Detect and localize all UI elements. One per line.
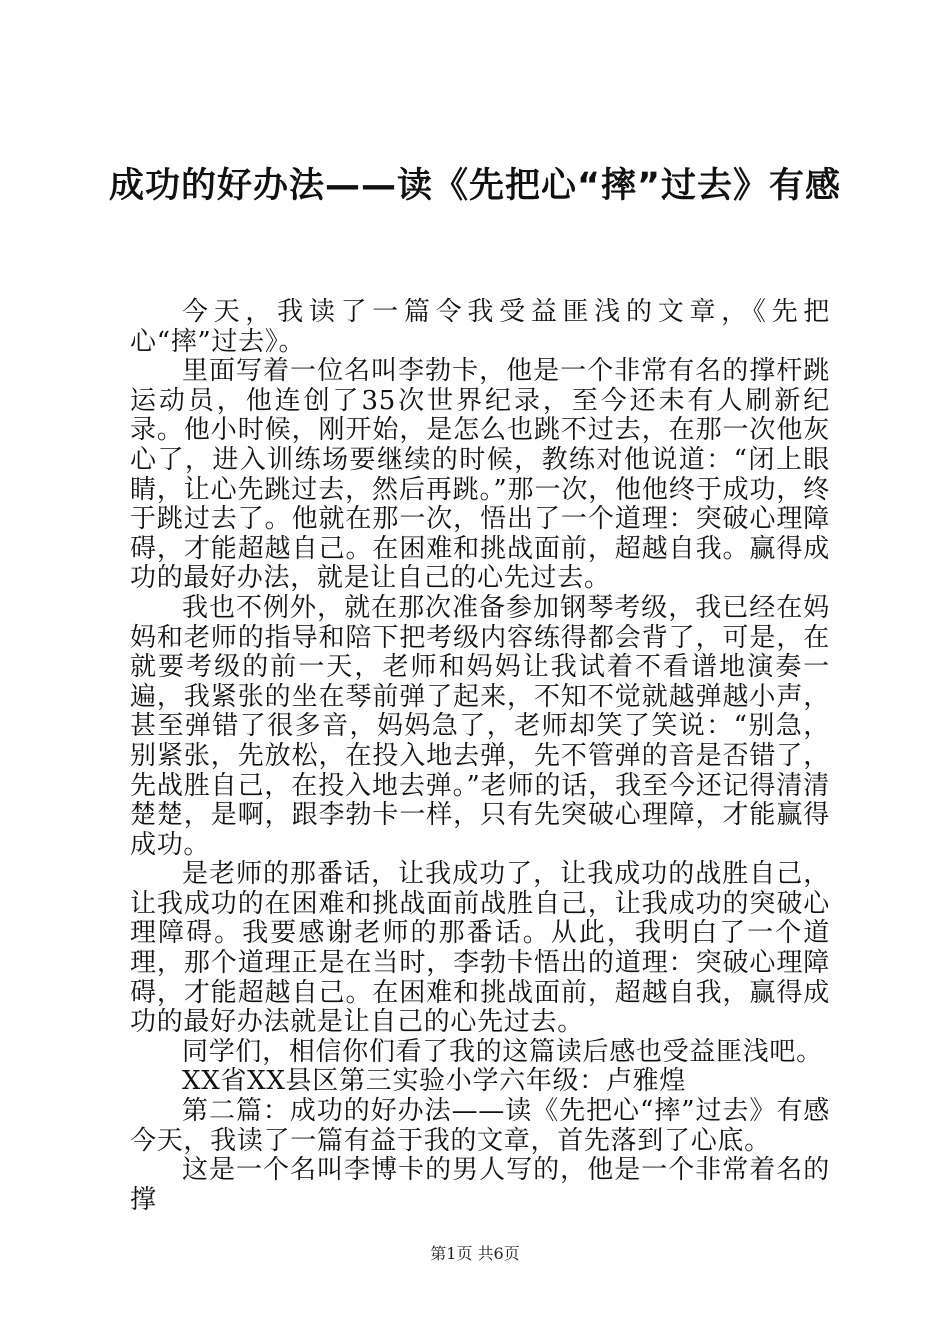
paragraph-author: XX省XX县区第三实验小学六年级：卢雅煌: [182, 1066, 687, 1097]
paragraph-intro: 今天，我读了一篇令我受益匪浅的文章，《先把心“摔”过去》。: [130, 297, 830, 357]
document-body: [130, 298, 830, 1215]
page-title: 成功的好办法——读《先把心“摔”过去》有感: [108, 166, 841, 206]
paragraph-continuation: 这是一个名叫李博卡的男人写的，他是一个非常着名的撑: [130, 1155, 830, 1215]
page-number: 第1页 共6页: [430, 1244, 520, 1263]
paragraph-story: 里面写着一位名叫李勃卡，他是一个非常有名的撑杆跳运动员，他连创了35次世界纪录，至今还未有人刷新纪录。他小时候，刚开始，是怎么也跳不过去，在那一次他灰心了，进入训练场要继续的时候，教练对他说道：“闭上眼睛，让心先跳过去，然后再跳。”那一次，他他终于成功，终于跳过去了。他就在那一次，悟出了一个道理：突破心理障碍，才能超越自己。在困难和挑战面前，超越自我。赢得成功的最好办法，就是让自己的心先过去。: [130, 356, 830, 594]
paragraph-reflection: 是老师的那番话，让我成功了，让我成功的战胜自己，让我成功的在困难和挑战面前战胜自己，让我成功的突破心理障碍。我要感谢老师的那番话。从此，我明白了一个道理，那个道理正是在当时，李勃卡悟出的道理：突破心理障碍，才能超越自己。在困难和挑战面前，超越自我，赢得成功的最好办法就是让自己的心先过去。: [130, 859, 830, 1038]
paragraph-piano: 我也不例外，就在那次准备参加钢琴考级，我已经在妈妈和老师的指导和陪下把考级内容练得都会背了，可是，在就要考级的前一天，老师和妈妈让我试着不看谱地演奏一遍，我紧张的坐在琴前弹了起来，不知不觉就越弹越小声，甚至弹错了很多音，妈妈急了，老师却笑了笑说：“别急，别紧张，先放松，在投入地去弹，先不管弹的音是否错了，先战胜自己，在投入地去弹。”老师的话，我至今还记得清清楚楚，是啊，跟李勃卡一样，只有先突破心理障，才能赢得成功。: [130, 592, 830, 860]
paragraph-closing: 同学们，相信你们看了我的这篇读后感也受益匪浅吧。: [182, 1036, 823, 1067]
paragraph-second-article: 第二篇：成功的好办法——读《先把心“摔”过去》有感今天，我读了一篇有益于我的文章，首先落到了心底。: [130, 1096, 830, 1156]
